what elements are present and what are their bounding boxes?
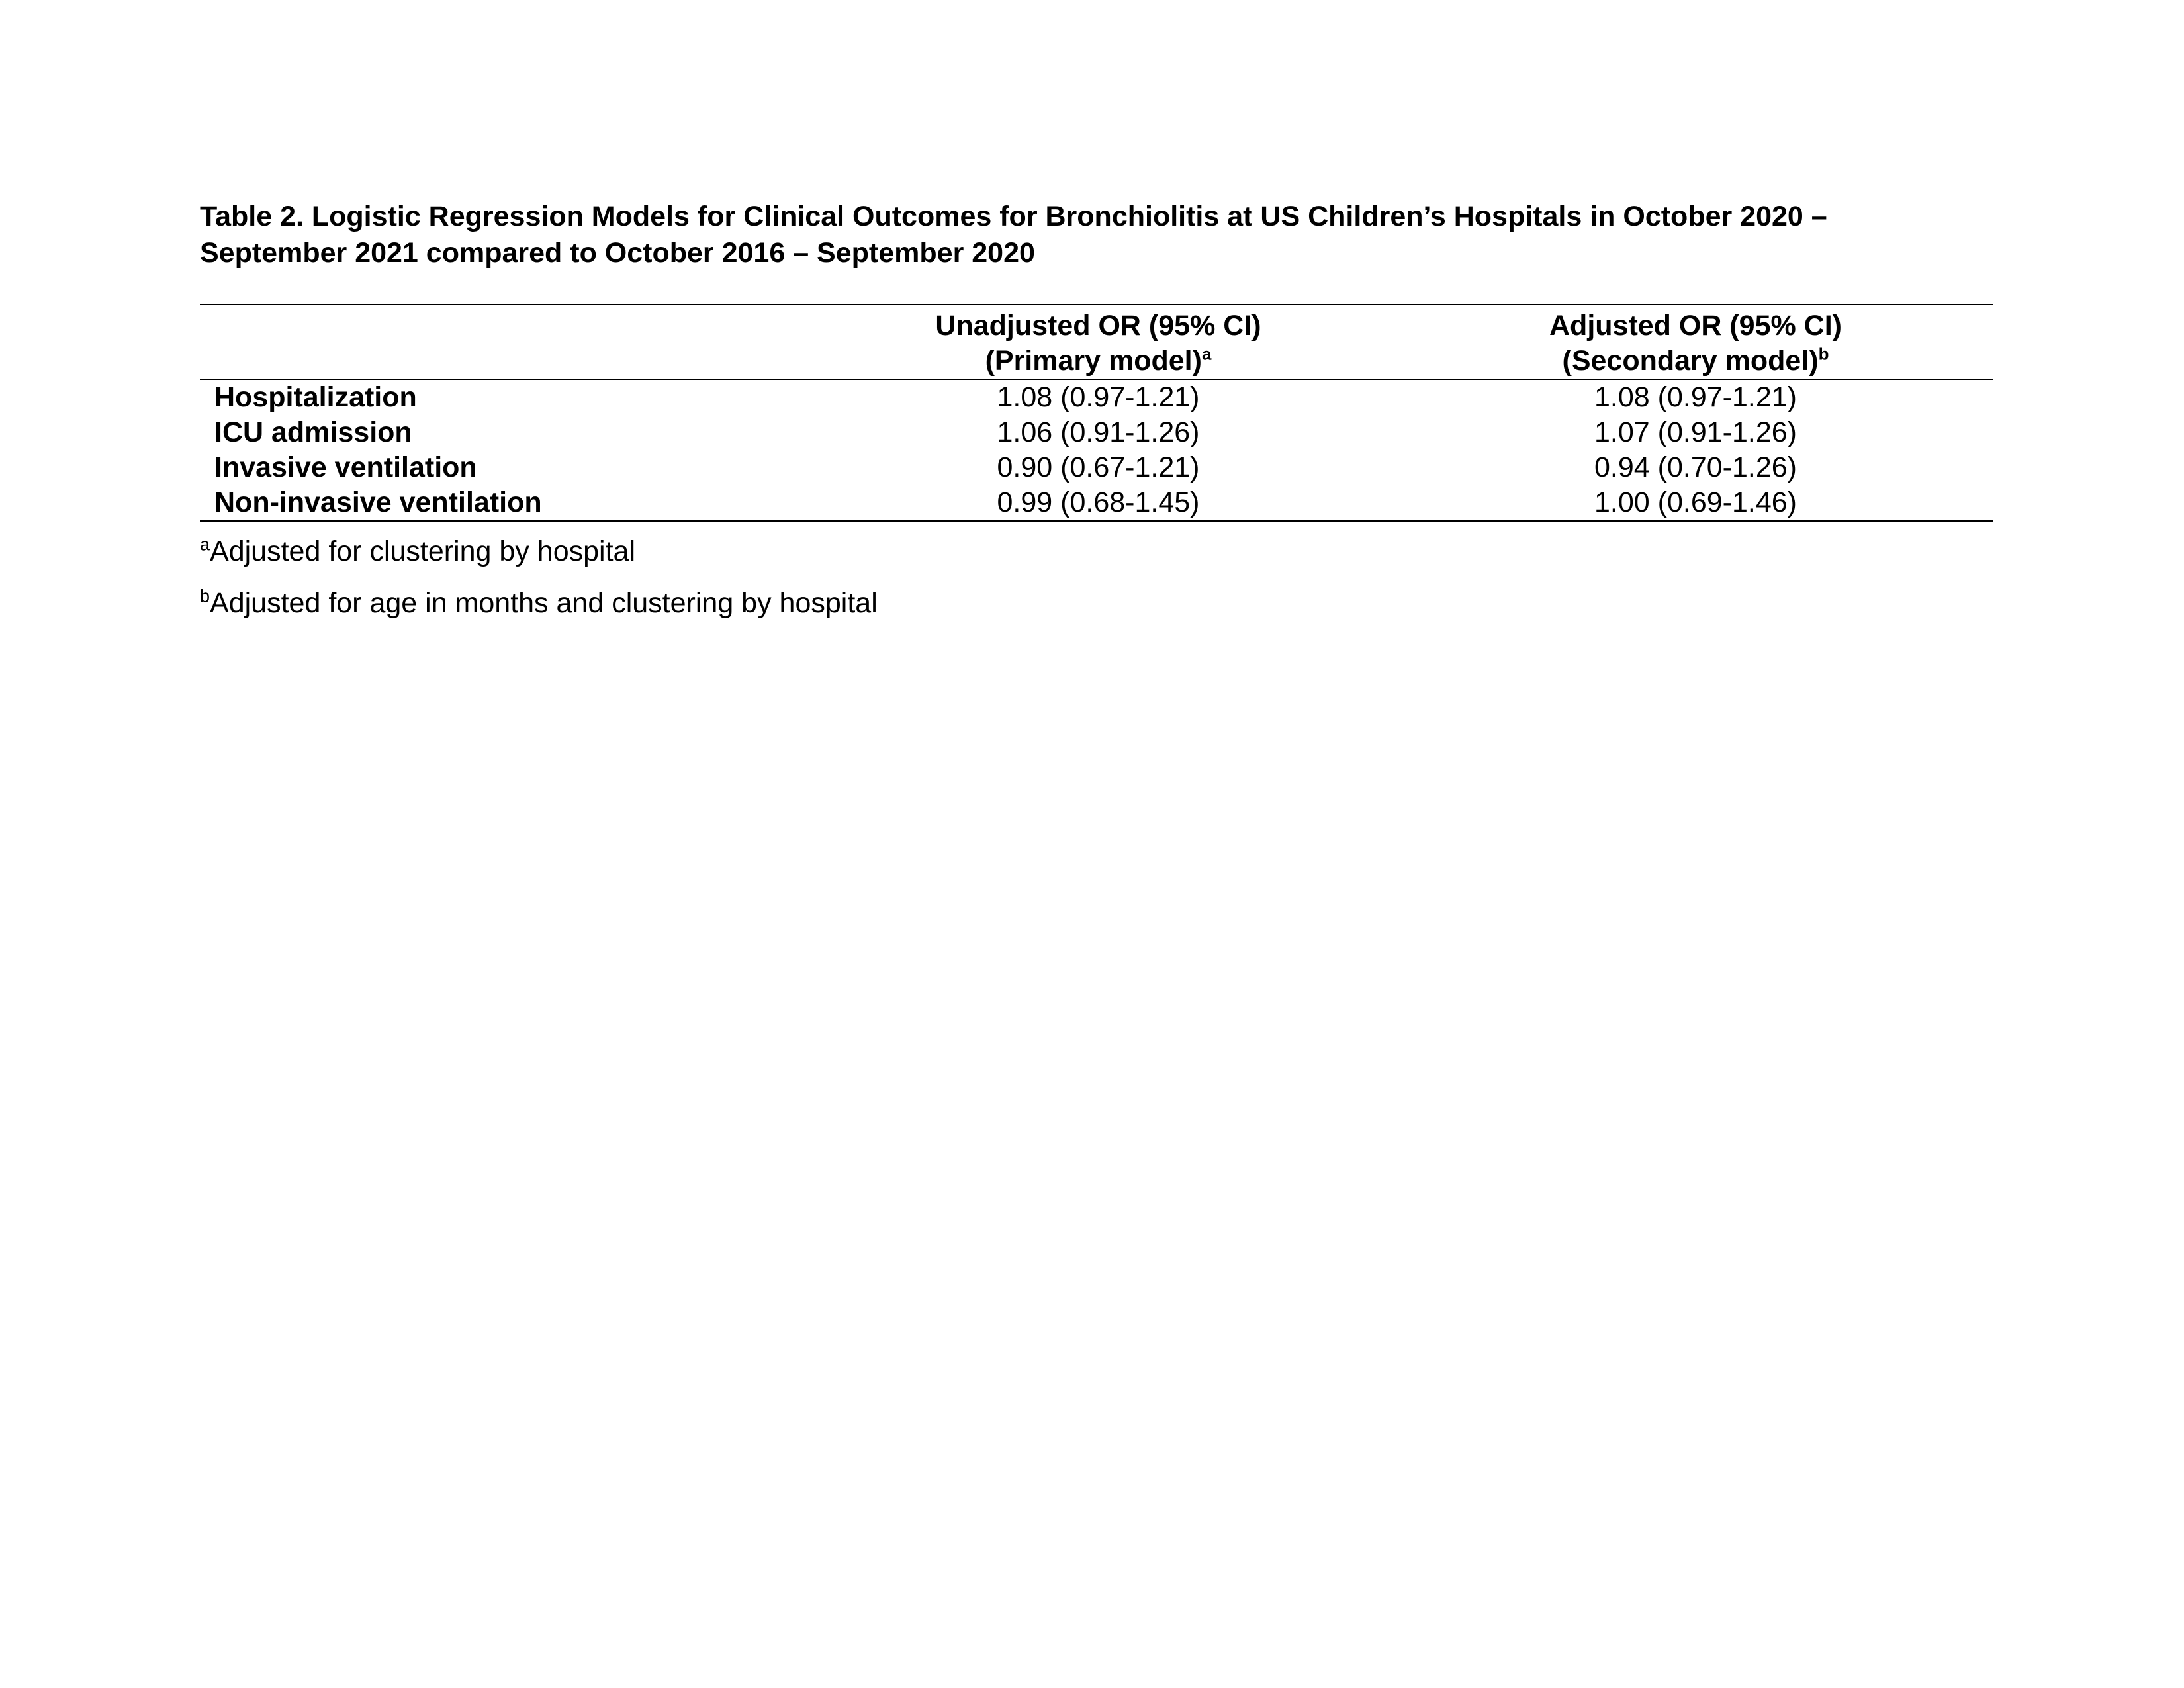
header-outcome: [200, 305, 799, 379]
row-label: Non-invasive ventilation: [200, 485, 799, 521]
header-adjusted-model: (Secondary model): [1562, 345, 1819, 377]
row-label: ICU admission: [214, 416, 412, 448]
regression-table: [200, 304, 1993, 522]
row-label: Hospitalization: [214, 381, 417, 413]
table-row: [200, 415, 1993, 450]
header-adjusted-line-2: [1398, 344, 1993, 379]
table-row: [200, 485, 1993, 521]
header-unadjusted-model: (Primary model): [985, 345, 1202, 377]
header-unadjusted: [799, 305, 1398, 379]
regression-table-container: [200, 304, 1993, 522]
row-label: Invasive ventilation: [214, 451, 477, 483]
adjusted-or-cell: 1.07 (0.91-1.26): [1594, 416, 1797, 448]
table-header-row: [200, 305, 1993, 379]
table-footnotes: [200, 534, 1987, 637]
table-title-line-1: Table 2. Logistic Regression Models for Clinical Outcomes for Bronchiolitis at US Children’s Hospitals in October 2020 –: [200, 201, 1827, 232]
footnote-b: [200, 585, 1987, 622]
header-adjusted: [1398, 305, 1993, 379]
header-adjusted-line-1: Adjusted OR (95% CI): [1549, 310, 1842, 342]
adjusted-or-cell: 1.08 (0.97-1.21): [1594, 381, 1797, 413]
table-row: [200, 450, 1993, 485]
unadjusted-or-cell: 0.99 (0.68-1.45): [799, 485, 1398, 521]
unadjusted-or-cell: 1.08 (0.97-1.21): [997, 381, 1200, 413]
table-title-line-2: September 2021 compared to October 2016 – September 2020: [200, 237, 1035, 269]
footnote-a: [200, 534, 1987, 570]
footnote-b-text: Adjusted for age in months and clustering by hospital: [210, 587, 878, 619]
table-row: [200, 379, 1993, 415]
header-unadjusted-line-1: Unadjusted OR (95% CI): [935, 310, 1261, 342]
footnote-b-mark: b: [200, 586, 210, 606]
footnote-mark-b: b: [1818, 344, 1829, 364]
adjusted-or-cell: 0.94 (0.70-1.26): [1594, 451, 1797, 483]
footnote-mark-a: a: [1201, 344, 1212, 364]
header-unadjusted-line-2: [799, 344, 1398, 379]
footnote-a-mark: a: [200, 534, 210, 555]
footnote-a-text: Adjusted for clustering by hospital: [210, 536, 635, 567]
table-title: [200, 199, 1987, 271]
unadjusted-or-cell: 1.06 (0.91-1.26): [997, 416, 1200, 448]
unadjusted-or-cell: 0.90 (0.67-1.21): [997, 451, 1200, 483]
adjusted-or-cell: 1.00 (0.69-1.46): [1398, 485, 1993, 521]
